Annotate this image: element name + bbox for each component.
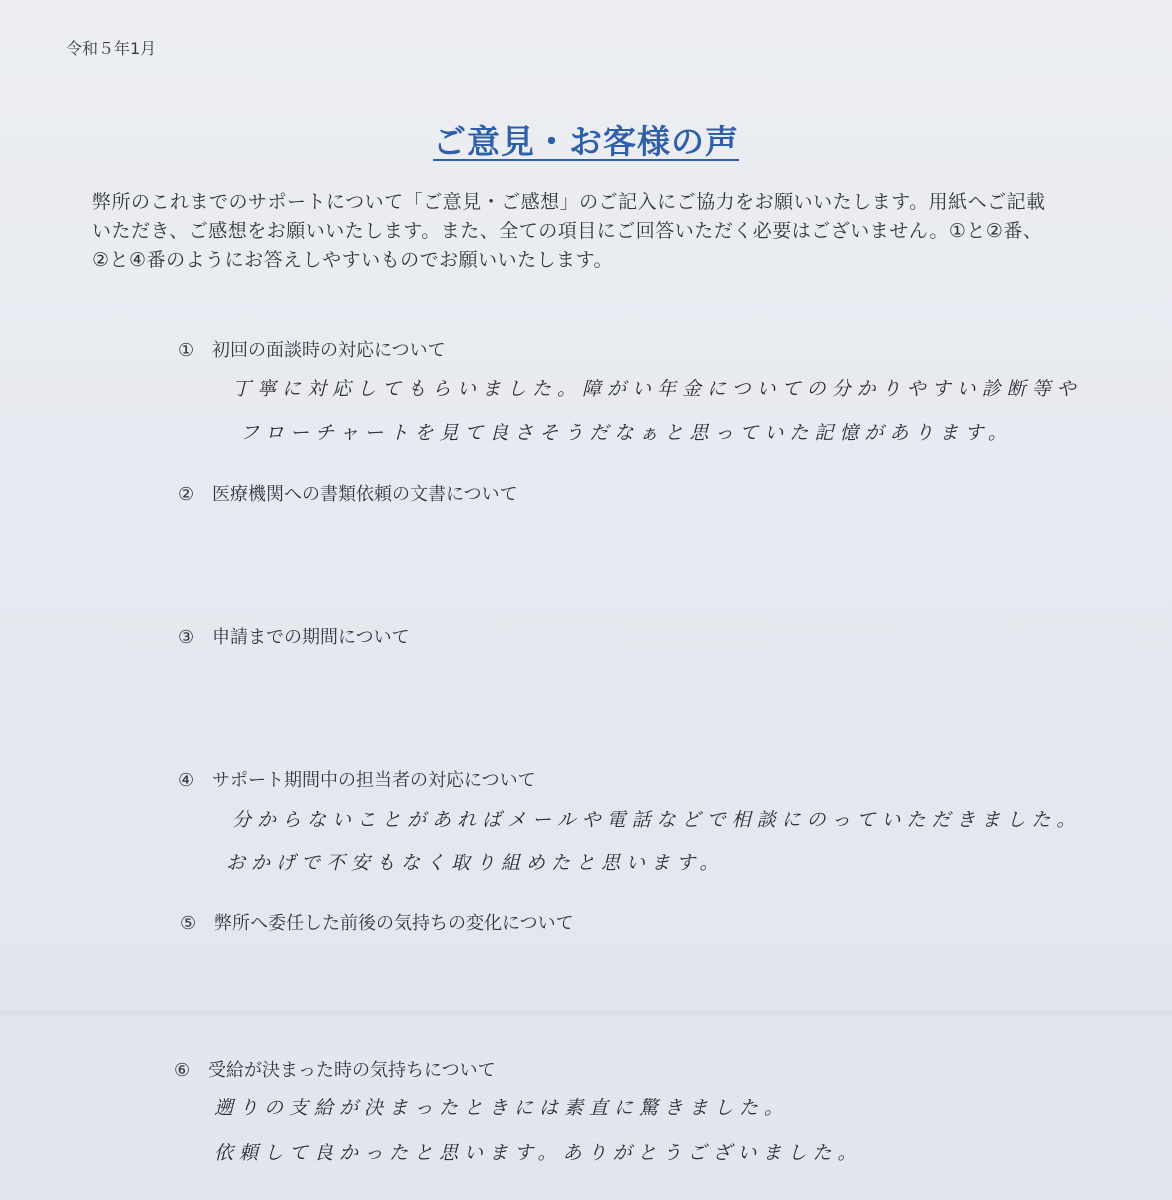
question-6 [174, 1056, 496, 1082]
form-date: 令和５年1月 [66, 39, 157, 58]
question-3 [178, 623, 410, 649]
question-text: 初回の面談時の対応について [212, 340, 446, 361]
question-number: ⑤ [180, 913, 197, 934]
question-text: 申請までの期間について [212, 627, 410, 648]
question-1 [178, 336, 446, 362]
question-text: 弊所へ委任した前後の気持ちの変化について [214, 913, 574, 934]
question-number: ② [178, 484, 195, 505]
answer-6-line-2: 依頼して良かったと思います。ありがとうございました。 [214, 1142, 863, 1164]
form-title: ご意見・お客様の声 [433, 122, 739, 161]
question-text: 医療機関への書類依頼の文書について [212, 484, 518, 505]
question-2 [178, 480, 518, 506]
answer-6-line-1: 遡りの支給が決まったときには素直に驚きました。 [214, 1097, 790, 1119]
question-number: ⑥ [174, 1060, 191, 1081]
answer-4-line-1: 分からないことがあればメールや電話などで相談にのっていただきました。 [232, 809, 1082, 831]
question-number: ① [178, 340, 195, 361]
question-5 [180, 909, 574, 935]
question-text: 受給が決まった時の気持ちについて [208, 1060, 496, 1081]
question-number: ③ [178, 627, 195, 648]
question-4 [178, 766, 536, 792]
answer-1-line-2: フローチャートを見て良さそうだなぁと思っていた記憶があります。 [240, 422, 1013, 444]
paper-fold [0, 1008, 1172, 1018]
form-intro: 弊所のこれまでのサポートについて「ご意見・ご感想」のご記入にご協力をお願いいたします。用紙へご記載いただき、ご感想をお願いいたします。また、全ての項目にご回答いただく必要はございません。①と②番、②と④番のようにお答えしやすいものでお願いいたします。 [92, 191, 1046, 271]
question-text: サポート期間中の担当者の対応について [212, 770, 536, 791]
answer-4-line-2: おかげで不安もなく取り組めたと思います。 [226, 852, 725, 874]
question-number: ④ [178, 770, 195, 791]
answer-1-line-1: 丁寧に対応してもらいました。障がい年金についての分かりやすい診断等や [232, 378, 1082, 400]
